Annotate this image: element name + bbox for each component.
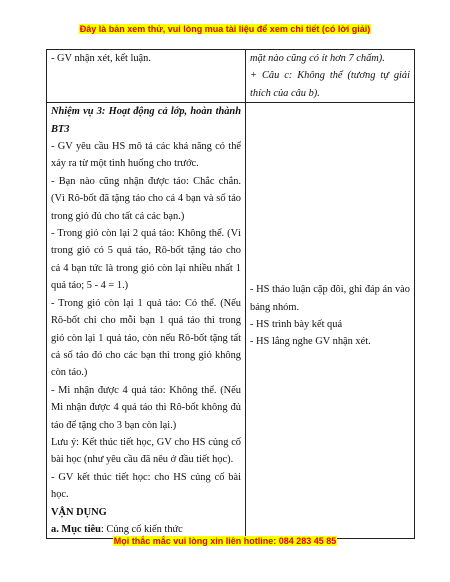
lesson-table bbox=[46, 49, 415, 539]
teacher-paragraph: - GV nhận xét, kết luận. bbox=[51, 53, 151, 64]
student-activities-cell bbox=[246, 103, 415, 539]
table-row bbox=[47, 50, 415, 103]
spacer bbox=[250, 103, 410, 281]
student-paragraph: mặt nào cũng có ít hơn 7 chấm). bbox=[250, 53, 385, 64]
table-row bbox=[47, 103, 415, 539]
objective-label: a. Mục tiêu bbox=[51, 523, 101, 535]
teacher-paragraph: - Trong giỏ còn lại 1 quả táo: Có thể. (Nếu Rô-bốt chỉ cho mỗi bạn 1 quả táo thì trong giỏ còn lại 1 quả táo, còn nếu Rô-bốt tặng tất cả số táo đó cho các bạn thì trong giỏ không còn táo.) bbox=[51, 297, 241, 379]
student-activities-cell bbox=[246, 50, 415, 103]
teacher-activities-cell bbox=[47, 50, 246, 103]
hotline-banner-text: Mọi thắc mắc vui lòng xin liên hotline: 084 283 45 85 bbox=[113, 536, 337, 546]
teacher-activities-cell bbox=[47, 103, 246, 539]
teacher-paragraph: - GV kết thúc tiết học: cho HS củng cố bài học. bbox=[51, 471, 241, 501]
task-title: Nhiệm vụ 3: Hoạt động cả lớp, hoàn thành BT3 bbox=[51, 106, 241, 135]
teacher-paragraph: Lưu ý: Kết thúc tiết học, GV cho HS củng cố bài học (như yêu cầu đã nêu ở đầu tiết học). bbox=[51, 436, 241, 466]
student-paragraph: - HS trình bày kết quả bbox=[250, 319, 343, 331]
teacher-paragraph: - Trong giỏ còn lại 2 quả táo: Không thể. (Vì trong giỏ có 5 quả táo, Rô-bốt tặng táo cho cả 4 bạn tức là trong giỏ còn lại nhiều nhất 1 quả táo; 5 - 4 = 1.) bbox=[51, 228, 241, 292]
teacher-paragraph: - Bạn nào cũng nhận được táo: Chắc chắn. (Vì Rô-bốt đã tặng táo cho cả 4 bạn và số táo trong giỏ đủ cho tất cả các bạn.) bbox=[51, 175, 241, 222]
student-paragraph: - HS thảo luận cặp đôi, ghi đáp án vào bảng nhóm. bbox=[250, 284, 410, 313]
section-title: VẬN DỤNG bbox=[51, 506, 107, 518]
teacher-paragraph: - GV yêu cầu HS mô tả các khả năng có thể xảy ra từ một tình huống cho trước. bbox=[51, 141, 241, 170]
student-paragraph: + Câu c: Không thể (tương tự giải thích của câu b). bbox=[250, 70, 410, 99]
objective-text: : Củng cố kiến thức bbox=[100, 523, 183, 535]
hotline-banner bbox=[0, 536, 450, 546]
preview-banner-text: Đây là bản xem thử, vui lòng mua tài liệu để xem chi tiết (có lời giải) bbox=[79, 24, 371, 34]
teacher-paragraph: - Mi nhận được 4 quả táo: Không thể. (Nếu Mi nhận được 4 quả táo thì Rô-bốt không đủ táo để tặng cho 3 bạn còn lại.) bbox=[51, 384, 241, 431]
student-paragraph: - HS lắng nghe GV nhận xét. bbox=[250, 336, 371, 348]
preview-banner bbox=[0, 24, 450, 34]
